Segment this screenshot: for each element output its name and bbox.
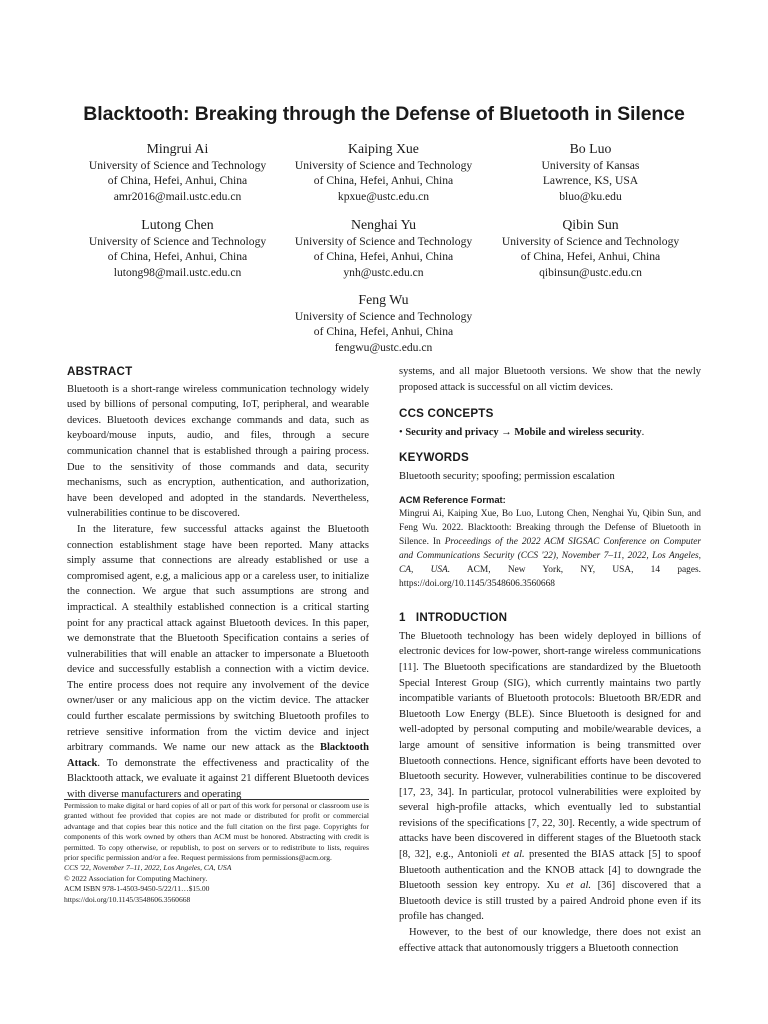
acm-reference: Mingrui Ai, Kaiping Xue, Bo Luo, Lutong Chen, Nenghai Yu, Qibin Sun, and Feng Wu. 2022. Blacktooth: Breaking through the Defense of Bluetooth in Silence. In Proceedings of the 2022 ACM SIGSAC Conference on Computer and Communications Security (CCS '22), November 7–11, 2022, Los Angeles, CA, USA. ACM, New York, NY, USA, 14 pages. https://doi.org/10.1145/3548606.3560668	[399, 509, 702, 590]
abstract-paragraph: Bluetooth is a short-range wireless communication technology widely used by billions of personal computing, IoT, peripheral, and wearable devices. Bluetooth devices exchange commands and data, such as keyboard/mouse inputs, audio, and files, through a secure communication channel that is established through a pairing process. Due to the sensitivity of those commands and data, security mechanisms, such as encryption, authentication, and authorization, have been developed and adopted in the standards. Nevertheless, vulnerabilities continue to be discovered.	[67, 383, 369, 520]
ccs-concepts: • Security and privacy → Mobile and wireless security.	[399, 426, 645, 438]
keywords-heading: KEYWORDS	[399, 451, 469, 465]
author-affiliation: of China, Hefei, Anhui, China	[107, 174, 248, 188]
conference-info: CCS '22, November 7–11, 2022, Los Angeles, CA, USA	[64, 863, 232, 873]
author-block	[75, 216, 280, 280]
author-name: Qibin Sun	[562, 217, 619, 232]
author-email: amr2016@mail.ustc.edu.cn	[113, 189, 242, 203]
author-name: Bo Luo	[569, 141, 612, 156]
abstract-paragraph	[67, 522, 369, 803]
author-affiliation: of China, Hefei, Anhui, China	[107, 250, 248, 264]
doi-link[interactable]: https://doi.org/10.1145/3548606.3560668	[64, 894, 191, 904]
abstract-heading: ABSTRACT	[67, 365, 133, 378]
author-name: Nenghai Yu	[350, 217, 416, 232]
author-affiliation: University of Science and Technology	[294, 310, 473, 323]
author-affiliation: of China, Hefei, Anhui, China	[313, 174, 454, 188]
author-block	[281, 140, 486, 204]
abstract-continuation: systems, and all major Bluetooth versions. We show that the newly proposed attack is successful on all victim devices.	[399, 366, 701, 393]
introduction-heading: 1 INTRODUCTION	[399, 611, 508, 625]
ccs-heading: CCS CONCEPTS	[399, 407, 494, 421]
author-name: Kaiping Xue	[348, 141, 419, 156]
author-affiliation: University of Science and Technology	[88, 159, 267, 172]
author-affiliation: of China, Hefei, Anhui, China	[313, 250, 454, 264]
intro-paragraph: However, to the best of our knowledge, there does not exist an effective attack that autonomously triggers a Bluetooth connection	[399, 927, 701, 954]
author-affiliation: University of Kansas	[541, 159, 640, 172]
ccs-item: Security and privacy → Mobile and wireless security	[405, 426, 642, 438]
footnote-divider	[64, 799, 369, 800]
author-email: lutong98@mail.ustc.edu.cn	[113, 265, 242, 279]
author-affiliation: Lawrence, KS, USA	[542, 174, 639, 188]
author-email: kpxue@ustc.edu.cn	[337, 189, 430, 203]
author-block	[488, 216, 693, 280]
author-email: qibinsun@ustc.edu.cn	[539, 265, 642, 279]
author-email: bluo@ku.edu	[559, 189, 622, 203]
author-name: Feng Wu	[358, 292, 409, 307]
author-affiliation: University of Science and Technology	[501, 235, 680, 248]
right-column	[399, 364, 701, 956]
attack-name: Blacktooth Attack	[67, 742, 369, 769]
intro-paragraph: The Bluetooth technology has been widely deployed in billions of electronic devices for low-power, short-range wireless communications [11]. The Bluetooth specifications are standardized by the Bluetooth Special Interest Group (SIG), which currently maintains two partly incompatible variants of Bluetooth protocols: Bluetooth BR/EDR and Bluetooth Low Energy (BLE). Since Bluetooth is designed for and well-adopted by personal computing and mobile/wearable devices, a large amount of sensitive information is being transmitted over Bluetooth connections. Hence, significant efforts have been devoted to Bluetooth security. However, vulnerabilities continue to be discovered [17, 23, 34]. In particular, protocol vulnerabilities were exploited by several high-profile attacks, which eventually led to substantial revisions of the specifications [7, 22, 30]. Recently, a wide spectrum of attacks have been discovered in different stages of the Bluetooth stack [8, 32], e.g., Antonioli et al. presented the BIAS attack [5] to spoof Bluetooth authentication and the KNOB attack [4] to downgrade the Bluetooth session key entropy. Xu et al. [36] discovered that a Bluetooth device is still trusted by a paired Android phone even if its profile has changed.	[399, 630, 702, 923]
keywords-text: Bluetooth security; spoofing; permission escalation	[399, 470, 615, 482]
author-block	[281, 291, 486, 355]
author-affiliation: of China, Hefei, Anhui, China	[313, 325, 454, 339]
copyright-line: © 2022 Association for Computing Machinery.	[64, 873, 208, 883]
acm-reference-label: ACM Reference Format:	[399, 493, 506, 505]
permission-notice: Permission to make digital or hard copies of all or part of this work for personal or classroom use is granted without fee provided that copies are not made or distributed for profit or commercial advantage and that copies bear this notice and the full citation on the first page. Copyrights for components of this work owned by others than ACM must be honored. Abstracting with credit is permitted. To copy otherwise, or republish, to post on servers or to redistribute to lists, requires prior specific permission and/or a fee. Request permissions from permissions@acm.org.	[64, 801, 369, 863]
author-affiliation: University of Science and Technology	[294, 159, 473, 172]
isbn-line: ACM ISBN 978-1-4503-9450-5/22/11…$15.00	[64, 884, 210, 894]
author-affiliation: of China, Hefei, Anhui, China	[520, 250, 661, 264]
author-name: Mingrui Ai	[146, 141, 209, 156]
left-column	[67, 364, 369, 803]
paper-title: Blacktooth: Breaking through the Defense of Bluetooth in Silence	[83, 103, 685, 125]
author-affiliation: University of Science and Technology	[294, 235, 473, 248]
abstract-text: . To demonstrate the effectiveness and practicality of the Blacktooth attack, we evaluate it against 21 different Bluetooth devices with diverse manufacturers and operating	[67, 757, 369, 801]
author-block	[75, 140, 280, 204]
author-email: fengwu@ustc.edu.cn	[334, 340, 433, 354]
abstract-text: In the literature, few successful attacks against the Bluetooth connection establishment stage have been reported. Many attacks simply assume that connections are already established or use a compromised agent, e.g, a malicious app or a careless user, to initialize the connection. We argue that such assumptions are strong and impractical. A stealthily established connection is a critical starting point for any practical attack against Bluetooth devices. In this paper, we demonstrate that the Bluetooth Specification contains a series of vulnerabilities that will enable an attacker to impersonate a Bluetooth device and successfully establish a connection with a victim device. The entire process does not require any involvement of the device owner/user or any malicious app on the victim device. The attacker could further escalate permissions by switching Bluetooth profiles to retrieve sensitive information from the victim device and inject arbitrary commands. We name our new attack as the	[67, 523, 369, 754]
author-affiliation: University of Science and Technology	[88, 235, 267, 248]
author-email: ynh@ustc.edu.cn	[343, 265, 424, 279]
author-block	[281, 216, 486, 280]
author-name: Lutong Chen	[141, 217, 214, 232]
author-block	[488, 140, 693, 204]
copyright-footnote	[64, 801, 369, 905]
